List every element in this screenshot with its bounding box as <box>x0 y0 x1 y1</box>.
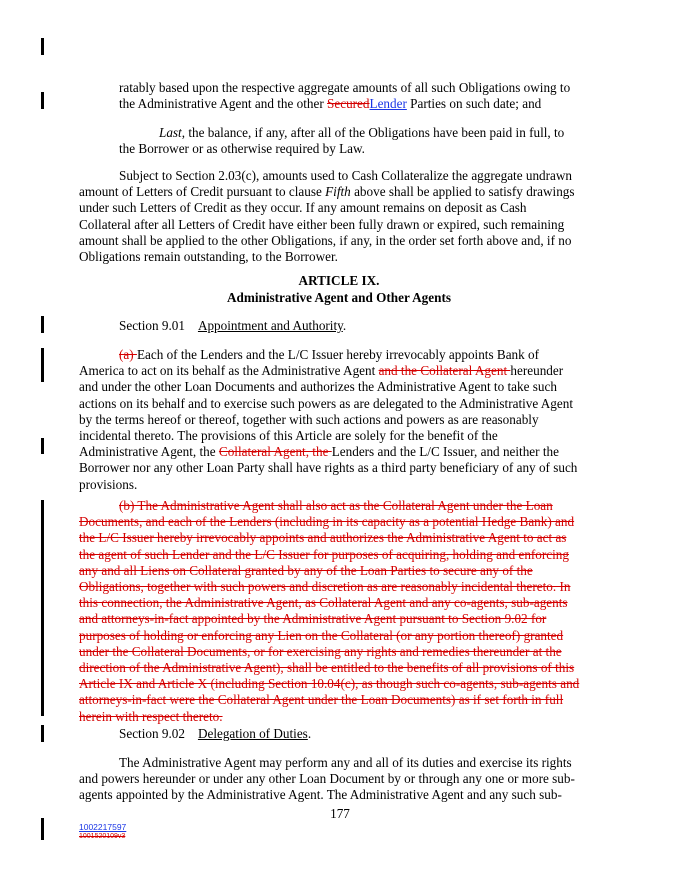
text-line: the Borrower or as otherwise required by Law. <box>119 141 365 157</box>
text-line: Obligations remain outstanding, to the Borrower. <box>79 249 338 265</box>
change-bar <box>41 92 44 109</box>
page-number: 177 <box>330 806 350 821</box>
deleted-line: herein with respect thereto. <box>79 708 223 724</box>
paragraph-901b-deleted <box>79 498 579 725</box>
inserted-text: Lender <box>369 96 407 112</box>
text-line: agents appointed by the Administrative Agent. The Administrative Agent and any such sub- <box>79 787 562 803</box>
deleted-line: this connection, the Administrative Agent, as Collateral Agent and any co-agents, sub-agents <box>79 595 568 611</box>
deleted-text: (a) <box>119 347 137 362</box>
paragraph-subject-to <box>79 168 575 265</box>
text-line: The Administrative Agent may perform any and all of its duties and exercise its rights <box>119 755 572 770</box>
italic-term: Fifth <box>325 184 351 200</box>
change-bar <box>41 438 44 454</box>
deleted-line: Documents, and each of the Lenders (including in its capacity as a potential Hedge Bank) and <box>79 514 575 530</box>
section-heading-901: Section 9.01 Appointment and Authority. <box>119 318 347 333</box>
paragraph-last <box>119 125 564 157</box>
text-line: provisions. <box>79 476 138 492</box>
text-line: America to act on its behalf as the Administrative Agent and the Collateral Agent hereunder <box>79 363 564 379</box>
section-number: Section 9.02 <box>119 726 185 741</box>
deleted-text: and the Collateral Agent <box>378 363 511 379</box>
deleted-line: (b) The Administrative Agent shall also act as the Collateral Agent under the Loan <box>119 498 553 513</box>
deleted-line: under the Collateral Documents, or for exercising any rights and remedies thereunder at the <box>79 643 562 659</box>
change-bar <box>41 348 44 382</box>
text-line: amount shall be applied to the other Obligations, if any, in the order set forth above and, if no <box>79 232 572 248</box>
paragraph-902 <box>79 755 575 804</box>
text-line: Collateral after all Letters of Credit have either been fully drawn or expired, such remaining <box>79 216 565 232</box>
article-number: ARTICLE IX. <box>298 273 380 288</box>
paragraph-901a <box>79 347 577 493</box>
section-title: Delegation of Duties <box>197 726 308 741</box>
text-line: Administrative Agent, the Collateral Agent, the Lenders and the L/C Issuer, and neither the <box>79 444 559 460</box>
section-number: Section 9.01 <box>119 318 185 333</box>
article-title: Administrative Agent and Other Agents <box>227 290 451 305</box>
deleted-line: direction of the Administrative Agent), shall be entitled to the benefits of all provisions of this <box>79 660 575 676</box>
text-line: and powers hereunder or under any other Loan Document by or through any one or more sub- <box>79 771 575 787</box>
deleted-line: Obligations, together with such powers and discretion as are reasonably incidental thereto. In <box>79 579 571 595</box>
change-bar <box>41 316 44 333</box>
text-line: under such Letters of Credit as they occur. If any amount remains on deposit as Cash <box>79 200 527 216</box>
paragraph-ratably <box>119 80 570 112</box>
text-line: Subject to Section 2.03(c), amounts used to Cash Collateralize the aggregate undrawn <box>119 168 573 183</box>
text-line: ratably based upon the respective aggregate amounts of all such Obligations owing to <box>119 80 571 95</box>
text-line: amount of Letters of Credit pursuant to clause Fifth above shall be applied to satisfy drawings <box>79 184 575 200</box>
section-heading-902: Section 9.02 Delegation of Duties. <box>119 726 312 741</box>
text-line: Last, the balance, if any, after all of the Obligations have been paid in full, to <box>159 125 565 140</box>
change-bar <box>41 500 44 716</box>
deleted-line: purposes of holding or enforcing any Lien on the Collateral (or any portion thereof) granted <box>79 627 564 643</box>
deleted-text: Secured <box>327 96 370 112</box>
deleted-line: Article IX and Article X (including Section 10.04(c), as though such co-agents, sub-agents and <box>79 676 580 692</box>
change-bar <box>41 725 44 742</box>
deleted-line: and attorneys-in-fact appointed by the Administrative Agent pursuant to Section 9.02 for <box>79 611 547 627</box>
section-title: Appointment and Authority <box>197 318 343 333</box>
text-line: actions on its behalf and to exercise such powers as are delegated to the Administrative Agent <box>79 395 574 411</box>
deleted-line: the L/C Issuer hereby irrevocably appoints and authorizes the Administrative Agent to act as <box>79 530 567 546</box>
deleted-line: any and all Liens on Collateral granted by any of the Loan Parties to secure any of the <box>79 562 533 578</box>
deleted-line: attorneys-in-fact were the Collateral Agent under the Loan Documents) as if set forth in full <box>79 692 564 708</box>
text-line: and under the other Loan Documents and authorizes the Administrative Agent to take such <box>79 379 557 395</box>
document-id[interactable]: 1002217597 <box>79 822 127 832</box>
deleted-text: Collateral Agent, the <box>218 444 332 460</box>
text-line: (a) Each of the Lenders and the L/C Issuer hereby irrevocably appoints Bank of <box>119 347 540 362</box>
text-line: the Administrative Agent and the other SecuredLender Parties on such date; and <box>119 96 542 112</box>
text-line: by the terms hereof or thereof, together with such actions and powers as are reasonably <box>79 411 539 427</box>
document-id-deleted: 1001520109v3 <box>79 833 126 840</box>
text-line: incidental thereto. The provisions of this Article are solely for the benefit of the <box>79 428 498 444</box>
deleted-line: the agent of such Lender and the L/C Issuer for purposes of acquiring, holding and enforcing <box>79 546 569 562</box>
change-bar <box>41 38 44 55</box>
italic-term: Last <box>159 125 182 140</box>
text-line: Borrower nor any other Loan Party shall have rights as a third party beneficiary of any of such <box>79 460 578 476</box>
